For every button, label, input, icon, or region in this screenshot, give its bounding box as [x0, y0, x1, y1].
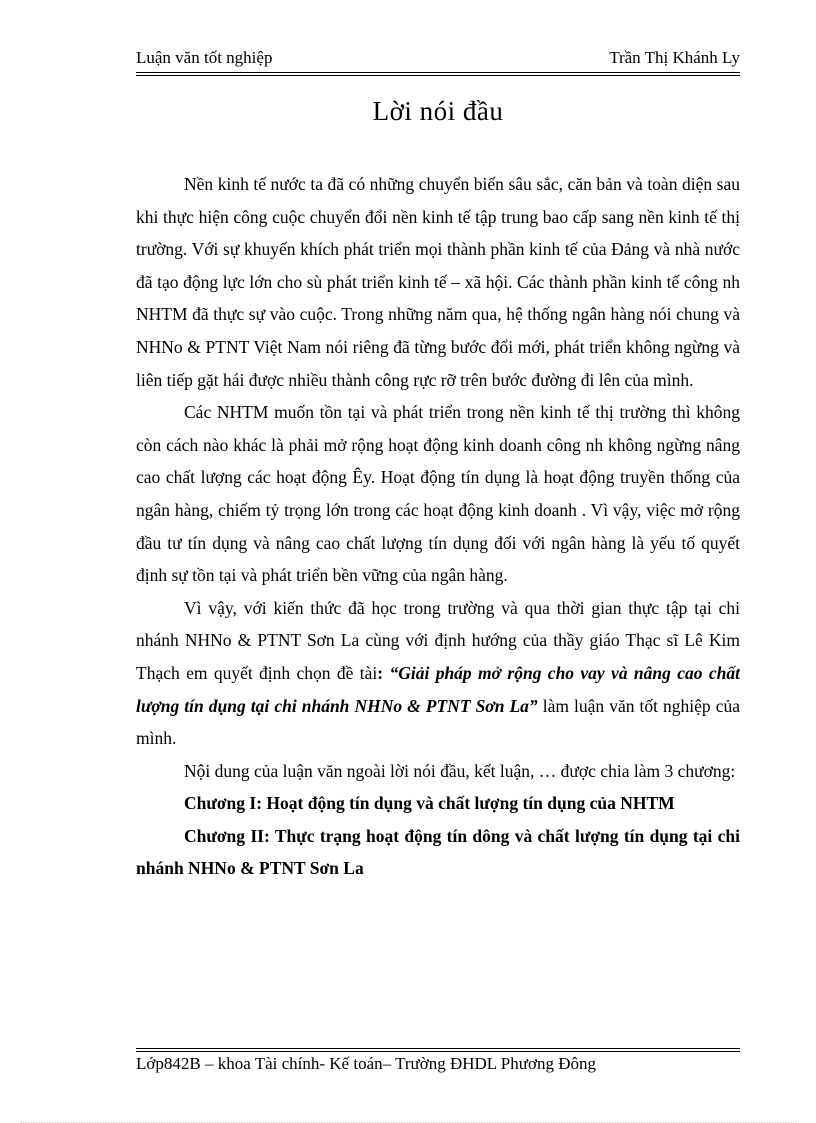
paragraph-banks: Các NHTM muốn tồn tại và phát triển trong nền kinh tế thị trường thì không còn cách nào khác là phải mở rộng hoạt động kinh doanh công nh không ngừng nâng cao chất lượng các hoạt động Êy. Hoạt động tín dụng là hoạt động truyền thống của ngân hàng, chiếm tỷ trọng lớn trong các hoạt động kinh doanh . Vì vậy, việc mở rộng đầu tư tín dụng và nâng cao chất lượng tín dụng đối với ngân hàng là yếu tố quyết định sự tồn tại và phát triển bền vững của ngân hàng.	[136, 402, 740, 586]
paragraph-topic-colon: :	[377, 662, 384, 683]
thesis-topic-title: “Giải pháp mở rộng cho vay và nâng cao chất lượng tín dụng tại chi nhánh NHNo & PTNT Sơn La”	[136, 662, 740, 716]
header-divider-secondary	[136, 75, 740, 76]
paragraph-economy: Nền kinh tế nước ta đã có những chuyển biến sâu sắc, căn bản và toàn diện sau khi thực hiện công cuộc chuyển đổi nền kinh tế tập trung bao cấp sang nền kinh tế thị trường. Với sự khuyến khích phát triển mọi thành phần kinh tế của Đảng và nhà nước đã tạo động lực lớn cho sù phát triển kinh tế – xã hội. Các thành phần kinh tế công nh NHTM đã thực sự vào cuộc. Trong những năm qua, hệ thống ngân hàng nói chung và NHNo & PTNT Việt Nam nói riêng đã từng bước đổi mới, phát triển không ngừng và liên tiếp gặt hái được nhiều thành công rực rỡ trên bước đường đi lên của mình.	[136, 174, 740, 390]
paragraph-contents: Nội dung của luận văn ngoài lời nói đầu, kết luận, … được chia làm 3 chương:	[184, 760, 736, 781]
footer-divider	[136, 1048, 740, 1049]
header-author-name: Trần Thị Khánh Ly	[609, 48, 740, 67]
header-divider	[136, 72, 740, 73]
paragraph-topic-end: làm luận văn tốt nghiệp của mình.	[136, 695, 741, 749]
chapter-one: Chương I: Hoạt động tín dụng và chất lượng tín dụng của NHTM	[184, 793, 675, 814]
paragraph-topic-intro: Vì vậy, với kiến thức đã học trong trường và qua thời gian thực tập tại chi nhánh NHNo & PTNT Sơn La cùng với định hướng của thầy giáo Thạc sĩ Lê Kim Thạch em quyết định chọn đề tài	[136, 597, 740, 683]
document-body	[136, 168, 740, 885]
paragraph-topic	[136, 592, 740, 755]
page-title: Lời nói đầu	[372, 96, 504, 126]
page-footer: Lớp842B – khoa Tài chính- Kế toán– Trường ĐHDL Phương Đông	[136, 1054, 596, 1073]
footer-divider-secondary	[136, 1051, 740, 1052]
header-thesis-label: Luận văn tốt nghiệp	[136, 48, 273, 67]
chapter-two: Chương II: Thực trạng hoạt động tín dông và chất lượng tín dụng tại chi nhánh NHNo & PTNT Sơn La	[136, 825, 740, 879]
page-header	[136, 48, 740, 72]
